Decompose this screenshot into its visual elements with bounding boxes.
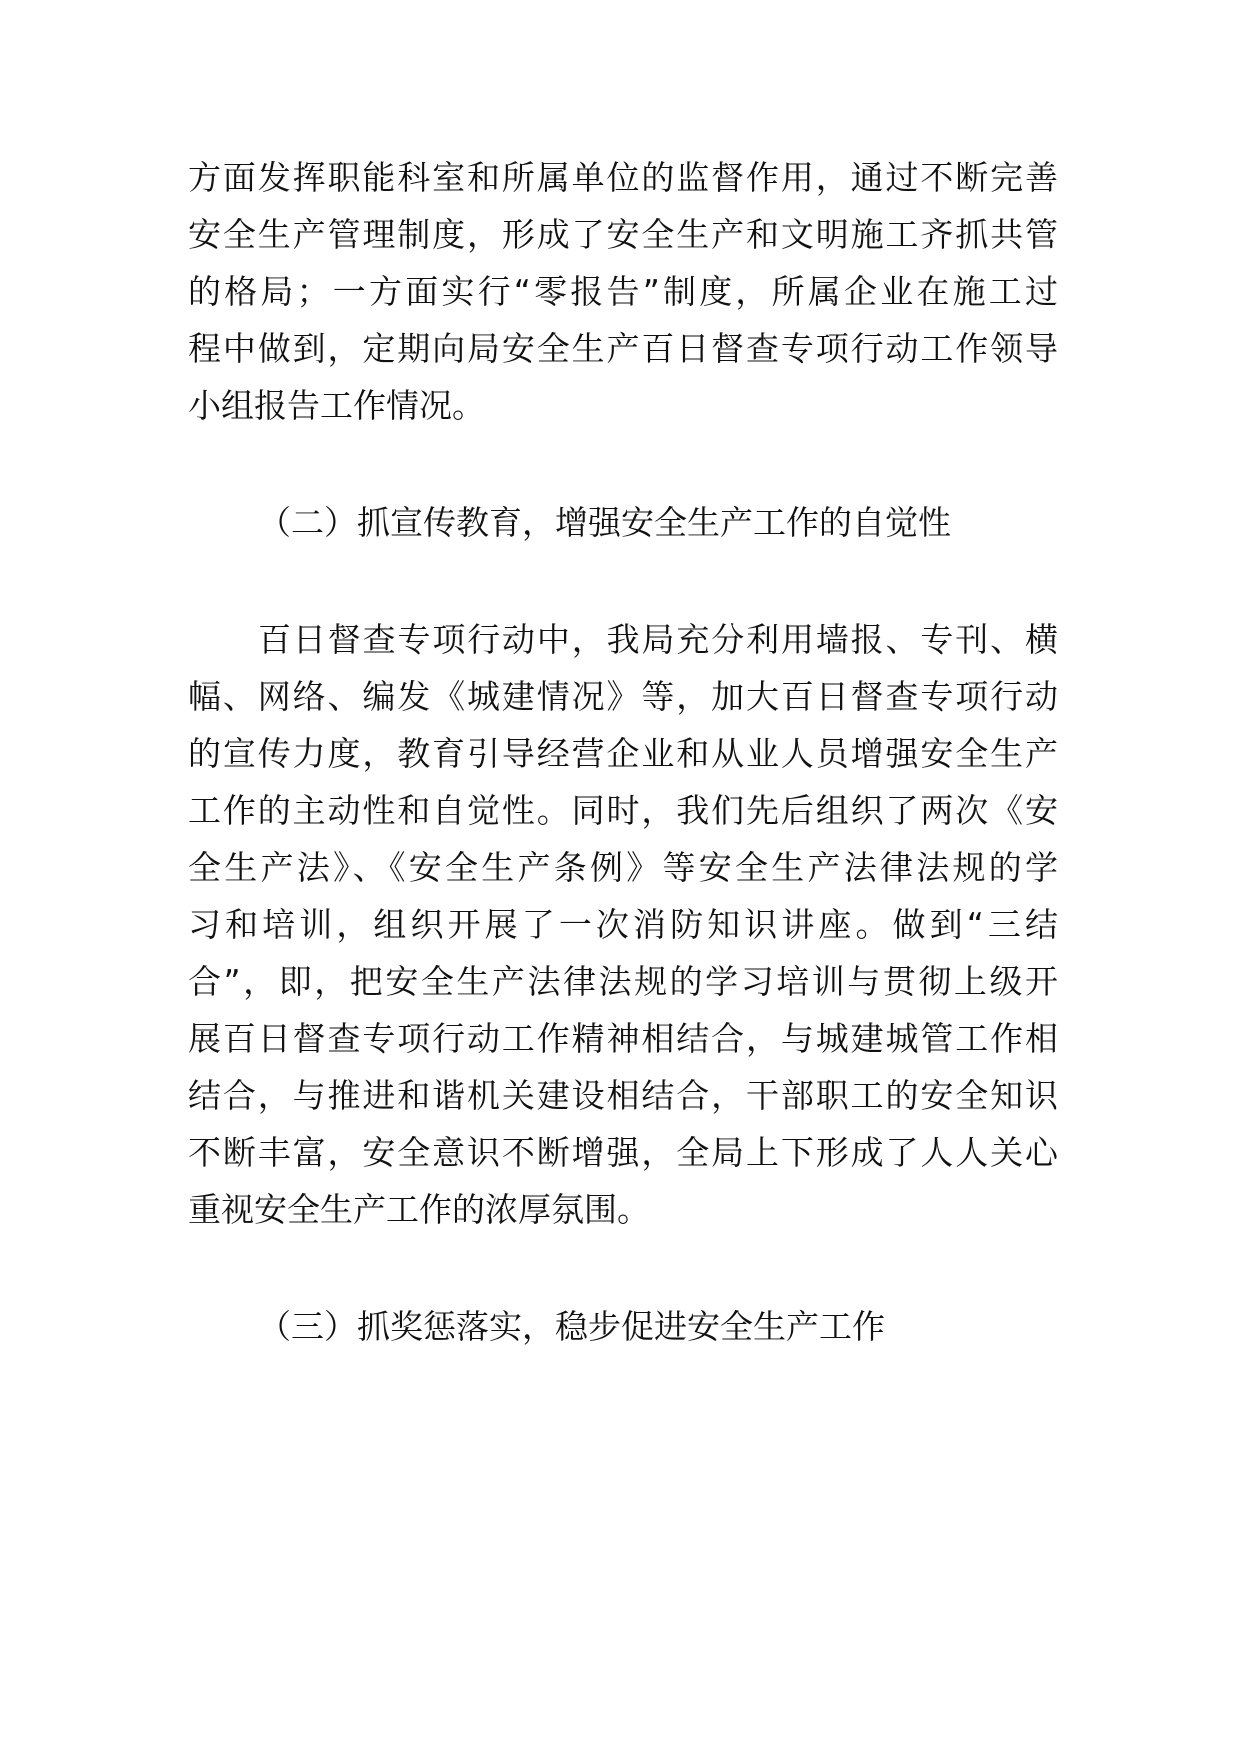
paragraph-line: 习和培训，组织开展了一次消防知识讲座。做到“三结 xyxy=(188,905,1058,944)
paragraph-line: 程中做到，定期向局安全生产百日督查专项行动工作领导 xyxy=(188,329,1058,368)
section-heading-2: （二）抓宣传教育，增强安全生产工作的自觉性 xyxy=(258,503,951,542)
paragraph-line: 合”，即，把安全生产法律法规的学习培训与贯彻上级开 xyxy=(188,962,1058,1001)
paragraph-line: 结合，与推进和谐机关建设相结合，干部职工的安全知识 xyxy=(188,1076,1058,1115)
paragraph-line: 小组报告工作情况。 xyxy=(188,386,485,425)
paragraph-line: 重视安全生产工作的浓厚氛围。 xyxy=(188,1190,650,1229)
paragraph-line: 工作的主动性和自觉性。同时，我们先后组织了两次《安 xyxy=(188,791,1058,830)
paragraph-line: 百日督查专项行动中，我局充分利用墙报、专刊、横 xyxy=(258,620,1058,659)
paragraph-line: 安全生产管理制度，形成了安全生产和文明施工齐抓共管 xyxy=(188,215,1058,254)
paragraph-line: 不断丰富，安全意识不断增强，全局上下形成了人人关心 xyxy=(188,1133,1058,1172)
paragraph-line: 展百日督查专项行动工作精神相结合，与城建城管工作相 xyxy=(188,1019,1058,1058)
paragraph-line: 的格局；一方面实行“零报告”制度，所属企业在施工过 xyxy=(188,272,1058,311)
paragraph-line: 全生产法》、《安全生产条例》等安全生产法律法规的学 xyxy=(188,848,1058,887)
paragraph-line: 幅、网络、编发《城建情况》等，加大百日督查专项行动 xyxy=(188,677,1058,716)
paragraph-line: 的宣传力度，教育引导经营企业和从业人员增强安全生产 xyxy=(188,734,1058,773)
paragraph-line: 方面发挥职能科室和所属单位的监督作用，通过不断完善 xyxy=(188,158,1058,197)
section-heading-3: （三）抓奖惩落实，稳步促进安全生产工作 xyxy=(258,1307,885,1346)
